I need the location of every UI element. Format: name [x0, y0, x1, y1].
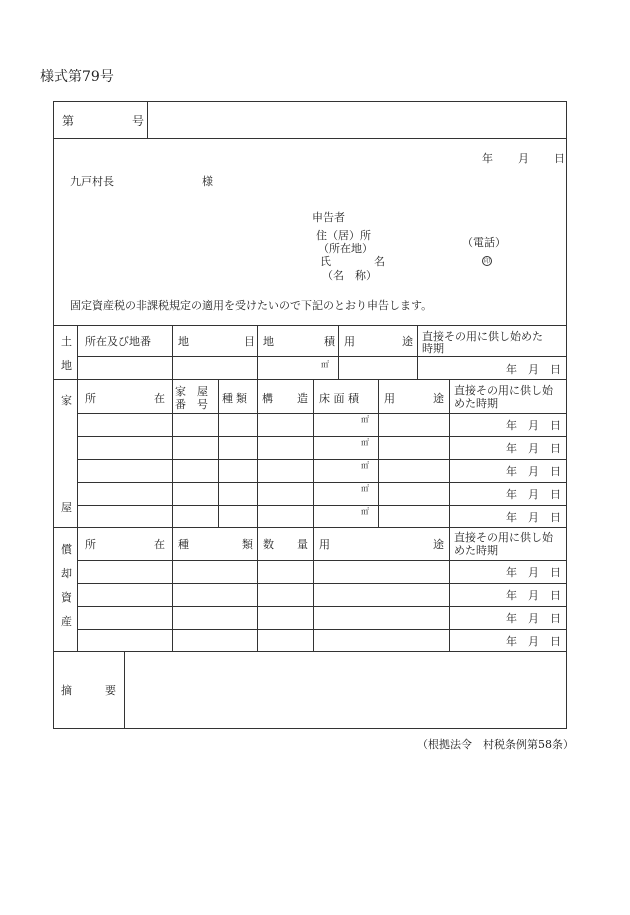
depreciable-start-date: 年 月 日 [506, 589, 561, 602]
house-header-start-1: 直接その用に供し始 [454, 384, 553, 397]
divider [54, 138, 566, 139]
house-header-location-1: 所 [85, 392, 96, 405]
date-month: 月 [518, 152, 529, 165]
divider [313, 527, 314, 651]
divider [77, 356, 566, 357]
remarks-label-2: 要 [105, 684, 116, 697]
depreciable-header-qty-2: 量 [297, 538, 308, 551]
house-header-floor-area: 床 面 積 [319, 392, 359, 405]
depreciable-side-label-3: 資 [61, 591, 72, 604]
date-year: 年 [482, 152, 493, 165]
depreciable-header-location-1: 所 [85, 538, 96, 551]
depreciable-start-date: 年 月 日 [506, 566, 561, 579]
land-header-use-1: 用 [344, 335, 355, 348]
declaration-statement: 固定資産税の非課税規定の適用を受けたいので下記のとおり申告します。 [70, 299, 433, 312]
land-header-area-1: 地 [263, 335, 274, 348]
house-header-use-2: 途 [433, 392, 444, 405]
house-header-structure-2: 造 [297, 392, 308, 405]
divider [77, 629, 566, 630]
divider [77, 459, 566, 460]
name-label-1: 氏 [320, 255, 331, 268]
divider [449, 527, 450, 651]
divider [77, 560, 566, 561]
depreciable-side-label-4: 産 [61, 615, 72, 628]
name-label-2: 名 [374, 255, 385, 268]
declarant-label: 申告者 [312, 211, 345, 224]
house-header-structure-1: 構 [262, 392, 273, 405]
house-start-date: 年 月 日 [506, 442, 561, 455]
depreciable-side-label-2: 却 [61, 567, 72, 580]
addressee-sama: 様 [202, 175, 213, 188]
form-number: 様式第79号 [40, 69, 114, 85]
divider [147, 102, 148, 138]
house-area-unit: ㎡ [361, 507, 369, 516]
depreciable-start-date: 年 月 日 [506, 612, 561, 625]
legal-basis: （根拠法令 村税条例第58条） [417, 738, 574, 751]
divider [77, 583, 566, 584]
divider [257, 527, 258, 651]
remarks-label-1: 摘 [61, 684, 72, 697]
divider [172, 527, 173, 651]
land-side-label-2: 地 [61, 359, 72, 372]
phone-label: （電話） [462, 236, 506, 249]
depreciable-start-date: 年 月 日 [506, 635, 561, 648]
depreciable-header-start-1: 直接その用に供し始 [454, 531, 553, 544]
land-area-unit: ㎡ [321, 360, 329, 369]
house-area-unit: ㎡ [361, 461, 369, 470]
depreciable-header-kind-2: 類 [242, 538, 253, 551]
house-start-date: 年 月 日 [506, 511, 561, 524]
divider [54, 651, 566, 652]
house-header-location-2: 在 [154, 392, 165, 405]
divider [54, 325, 566, 326]
divider [77, 527, 78, 651]
depreciable-side-label-1: 償 [61, 543, 72, 556]
house-side-label-2: 屋 [61, 501, 72, 514]
house-header-use-1: 用 [384, 392, 395, 405]
depreciable-header-start-2: めた時期 [454, 544, 498, 557]
divider [417, 325, 418, 379]
land-header-start-1: 直接その用に供し始めた [422, 330, 543, 343]
address-sub-label: （所在地） [318, 242, 373, 255]
date-day: 日 [554, 152, 565, 165]
land-header-use-2: 途 [402, 335, 413, 348]
number-label-go: 号 [132, 114, 145, 128]
house-area-unit: ㎡ [361, 438, 369, 447]
divider [124, 651, 125, 728]
name-sub-label: （名 称） [322, 269, 377, 282]
land-side-label-1: 土 [61, 335, 72, 348]
divider [54, 379, 566, 380]
depreciable-header-location-2: 在 [154, 538, 165, 551]
seal-mark: 印 [483, 258, 490, 265]
house-header-kind: 種類 [222, 392, 250, 405]
house-start-date: 年 月 日 [506, 419, 561, 432]
house-start-date: 年 月 日 [506, 465, 561, 478]
land-start-date: 年 月 日 [506, 363, 561, 376]
divider [172, 325, 173, 379]
land-header-area-2: 積 [324, 335, 335, 348]
house-area-unit: ㎡ [361, 415, 369, 424]
divider [77, 505, 566, 506]
declaration-form [53, 101, 567, 729]
house-header-start-2: めた時期 [454, 397, 498, 410]
depreciable-header-use-1: 用 [319, 538, 330, 551]
divider [77, 606, 566, 607]
divider [77, 413, 566, 414]
divider [338, 325, 339, 379]
number-label-dai: 第 [62, 114, 75, 128]
land-header-location: 所在及び地番 [85, 335, 151, 348]
depreciable-header-kind-1: 種 [178, 538, 189, 551]
land-header-chimoku-2: 目 [244, 335, 255, 348]
house-area-unit: ㎡ [361, 484, 369, 493]
addressee-village-head: 九戸村長 [70, 175, 114, 188]
house-start-date: 年 月 日 [506, 488, 561, 501]
divider [77, 325, 78, 379]
address-label: 住（居）所 [316, 229, 371, 242]
house-header-house-no-1: 家 屋 [175, 385, 208, 398]
house-header-house-no-2: 番 号 [175, 398, 208, 411]
divider [77, 436, 566, 437]
divider [54, 527, 566, 528]
house-side-label-1: 家 [61, 394, 72, 407]
divider [77, 482, 566, 483]
divider [257, 325, 258, 379]
land-header-chimoku-1: 地 [178, 335, 189, 348]
land-header-start-2: 時期 [422, 342, 444, 355]
depreciable-header-qty-1: 数 [263, 538, 274, 551]
depreciable-header-use-2: 途 [433, 538, 444, 551]
